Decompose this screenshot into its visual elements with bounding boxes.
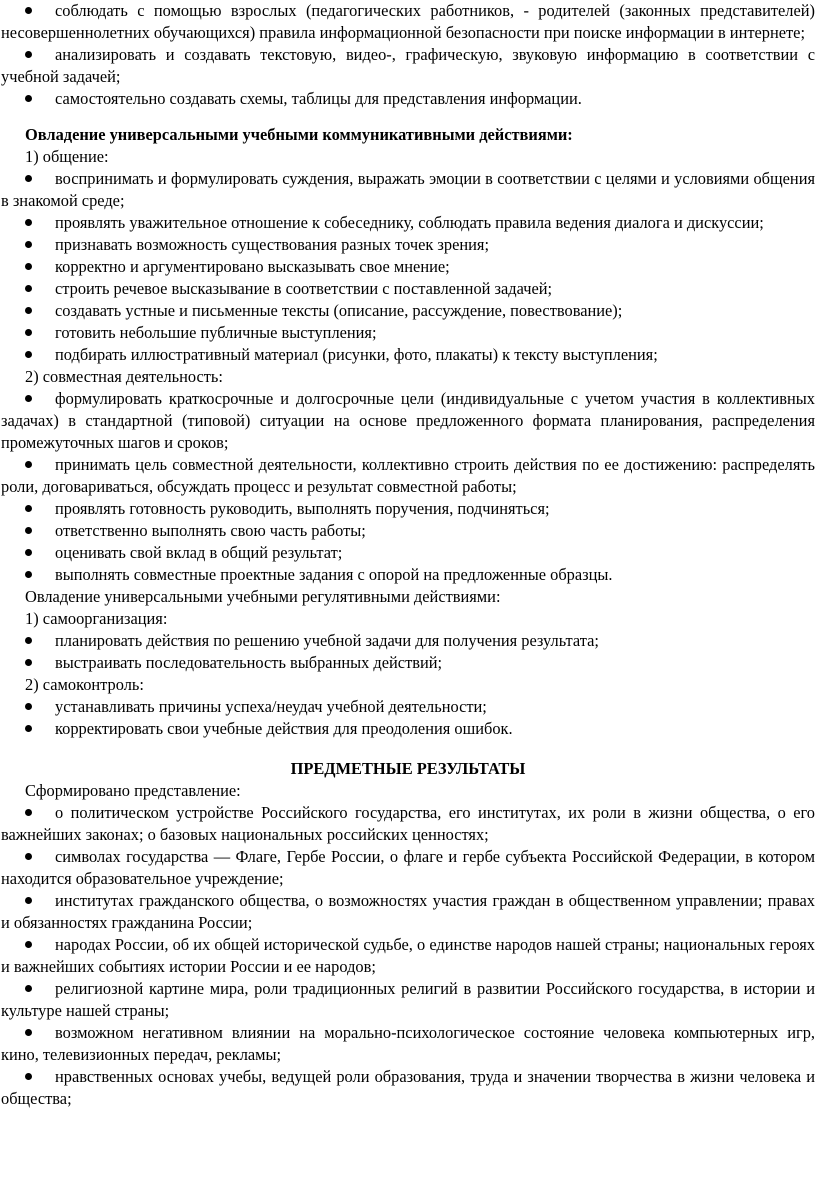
- list-item: планировать действия по решению учебной задачи для получения результата;: [1, 630, 815, 652]
- bullet-icon: [25, 212, 55, 234]
- list-item: институтах гражданского общества, о возможностях участия граждан в общественном управлении; правах и обязанностях гражданина России;: [1, 891, 815, 932]
- list-item: проявлять уважительное отношение к собеседнику, соблюдать правила ведения диалога и дискуссии;: [1, 212, 815, 234]
- bullet-icon: [25, 44, 55, 66]
- section-heading-communication: Овладение универсальными учебными коммуникативными действиями:: [25, 125, 573, 144]
- list-item: проявлять готовность руководить, выполнять поручения, подчиняться;: [1, 498, 815, 520]
- bullet-icon: [25, 564, 55, 586]
- list-item: религиозной картине мира, роли традиционных религий в развитии Российского государства, в истории и культуре нашей страны;: [1, 979, 815, 1020]
- list-item: подбирать иллюстративный материал (рисунки, фото, плакаты) к тексту выступления;: [1, 344, 815, 366]
- list-item: о политическом устройстве Российского государства, его институтах, их роли в жизни общества, о его важнейших законах; о базовых национальных российских ценностях;: [1, 803, 815, 844]
- bullet-icon: [25, 300, 55, 322]
- bullet-icon: [25, 388, 55, 410]
- bullet-icon: [25, 630, 55, 652]
- bullet-icon: [25, 498, 55, 520]
- list-item: корректно и аргументировано высказывать свое мнение;: [1, 256, 815, 278]
- list-item: воспринимать и формулировать суждения, выражать эмоции в соответствии с целями и условиями общения в знакомой среде;: [1, 169, 815, 210]
- bullet-icon: [25, 542, 55, 564]
- bullet-icon: [25, 520, 55, 542]
- list-item: создавать устные и письменные тексты (описание, рассуждение, повествование);: [1, 300, 815, 322]
- list-item: готовить небольшие публичные выступления;: [1, 322, 815, 344]
- list-item: ответственно выполнять свою часть работы;: [1, 520, 815, 542]
- subheading-self-organization: 1) самоорганизация:: [25, 609, 168, 628]
- subheading-joint-activity: 2) совместная деятельность:: [25, 367, 223, 386]
- list-item: символах государства — Флаге, Гербе России, о флаге и гербе субъекта Российской Федерации, в котором находится образовательное учреждение;: [1, 847, 815, 888]
- list-item: выстраивать последовательность выбранных действий;: [1, 652, 815, 674]
- section-title-subject-results: ПРЕДМЕТНЫЕ РЕЗУЛЬТАТЫ: [290, 759, 526, 778]
- list-item: анализировать и создавать текстовую, видео-, графическую, звуковую информацию в соответствии с учебной задачей;: [1, 45, 815, 86]
- list-item: устанавливать причины успеха/неудач учебной деятельности;: [1, 696, 815, 718]
- list-item: строить речевое высказывание в соответствии с поставленной задачей;: [1, 278, 815, 300]
- list-item: возможном негативном влиянии на морально-психологическое состояние человека компьютерных игр, кино, телевизионных передач, рекламы;: [1, 1023, 815, 1064]
- bullet-icon: [25, 802, 55, 824]
- list-item: оценивать свой вклад в общий результат;: [1, 542, 815, 564]
- bullet-icon: [25, 256, 55, 278]
- bullet-icon: [25, 890, 55, 912]
- bullet-icon: [25, 652, 55, 674]
- bullet-icon: [25, 846, 55, 868]
- spacer: [1, 110, 815, 124]
- subheading-communication: 1) общение:: [25, 147, 109, 166]
- spacer: [1, 740, 815, 758]
- bullet-icon: [25, 234, 55, 256]
- bullet-icon: [25, 88, 55, 110]
- list-item: нравственных основах учебы, ведущей роли образования, труда и значении творчества в жизни человека и общества;: [1, 1067, 815, 1108]
- bullet-icon: [25, 344, 55, 366]
- bullet-icon: [25, 278, 55, 300]
- bullet-icon: [25, 1066, 55, 1088]
- list-item: корректировать свои учебные действия для преодоления ошибок.: [1, 718, 815, 740]
- list-item: признавать возможность существования разных точек зрения;: [1, 234, 815, 256]
- bullet-icon: [25, 0, 55, 22]
- bullet-icon: [25, 718, 55, 740]
- bullet-icon: [25, 1022, 55, 1044]
- list-item: соблюдать с помощью взрослых (педагогических работников, - родителей (законных представителей) несовершеннолетних обучающихся) правила информационной безопасности при поиске информации в интернете;: [1, 1, 815, 42]
- bullet-icon: [25, 454, 55, 476]
- bullet-icon: [25, 696, 55, 718]
- list-item: самостоятельно создавать схемы, таблицы для представления информации.: [1, 88, 815, 110]
- section-heading-regulative: Овладение универсальными учебными регулятивными действиями:: [25, 587, 501, 606]
- list-item: принимать цель совместной деятельности, коллективно строить действия по ее достижению: распределять роли, договариваться, обсуждать процесс и результат совместной работы;: [1, 455, 815, 496]
- bullet-icon: [25, 934, 55, 956]
- list-item: выполнять совместные проектные задания с опорой на предложенные образцы.: [1, 564, 815, 586]
- list-item: формулировать краткосрочные и долгосрочные цели (индивидуальные с учетом участия в коллективных задачах) в стандартной (типовой) ситуации на основе предложенного формата планирования, распределения промежуточных шагов и сроков;: [1, 389, 815, 452]
- bullet-icon: [25, 978, 55, 1000]
- bullet-icon: [25, 168, 55, 190]
- list-item: народах России, об их общей исторической судьбе, о единстве народов нашей страны; национальных героях и важнейших событиях истории России и ее народов;: [1, 935, 815, 976]
- subject-intro: Сформировано представление:: [25, 781, 241, 800]
- subheading-self-control: 2) самоконтроль:: [25, 675, 144, 694]
- bullet-icon: [25, 322, 55, 344]
